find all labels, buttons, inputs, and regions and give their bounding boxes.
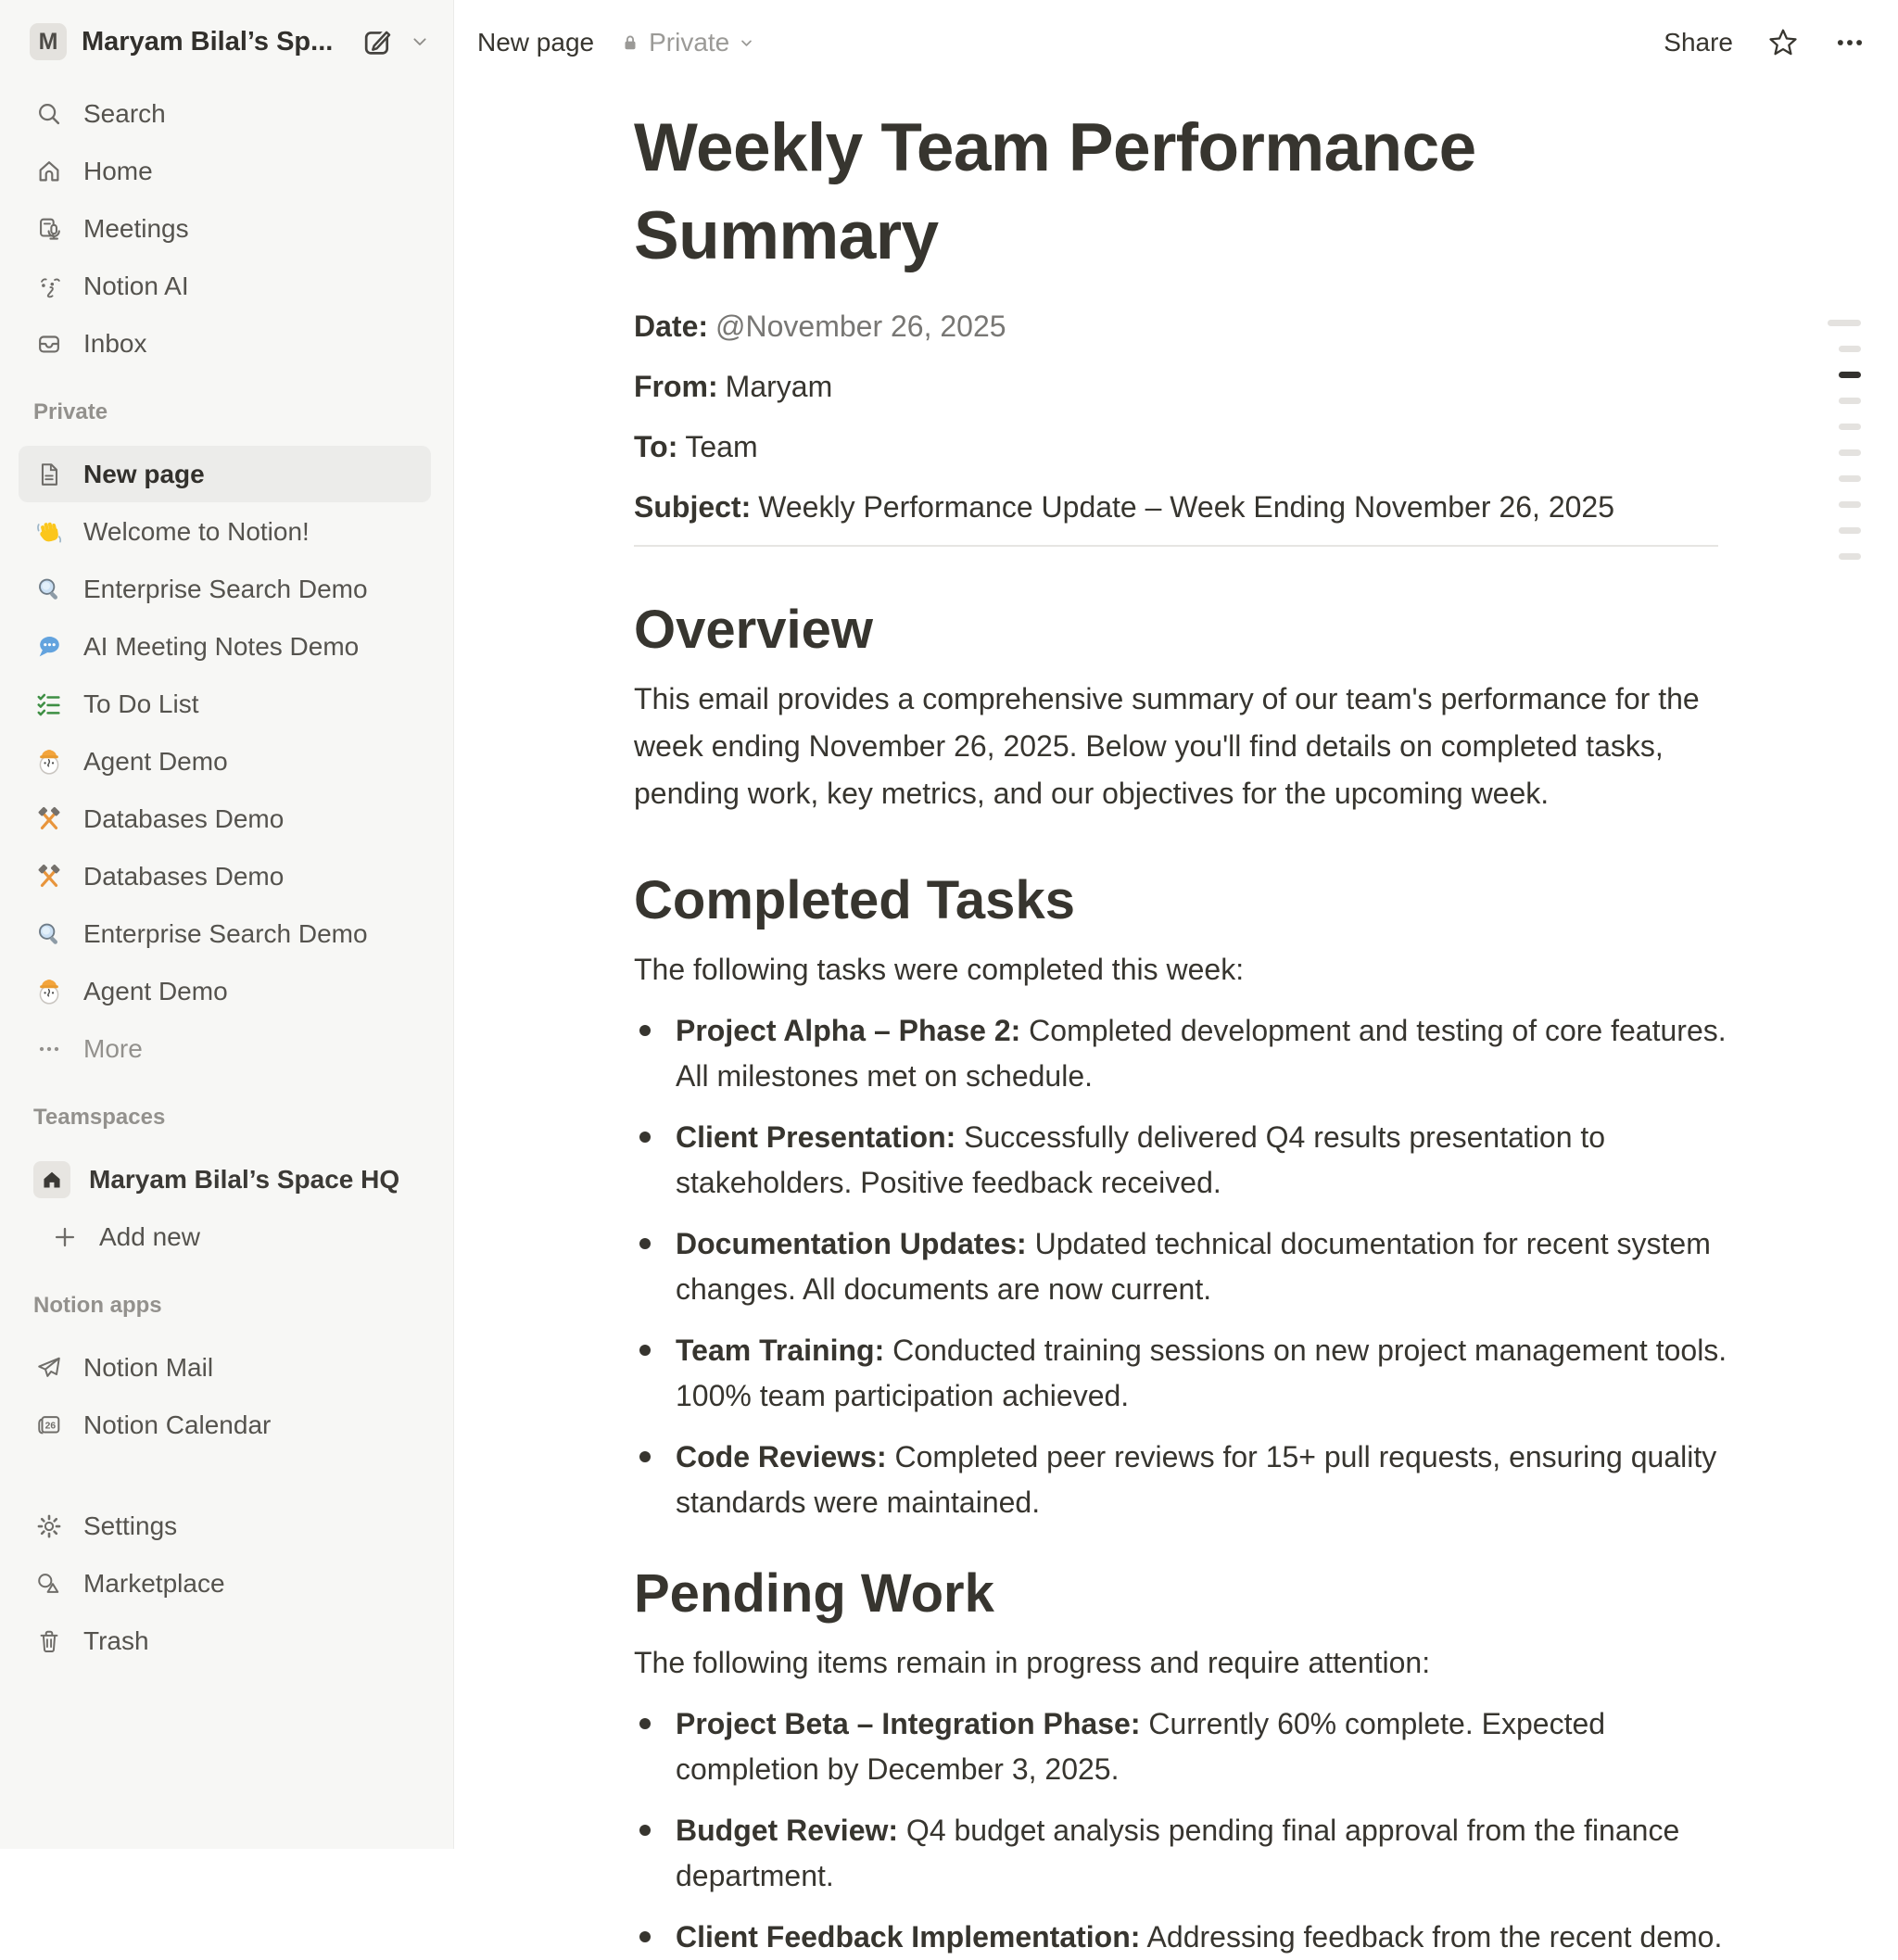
bullet-list [634, 1008, 1751, 1525]
meta-value: Team [685, 430, 758, 463]
meta-label: To: [634, 430, 678, 463]
document-outline [1828, 320, 1861, 579]
section-paragraph[interactable]: The following items remain in progress and require attention: [634, 1646, 1431, 1679]
sidebar-item-notion-ai[interactable]: Notion AI [19, 258, 431, 314]
outline-bar[interactable] [1839, 398, 1861, 404]
teamspaces-list [0, 1151, 453, 1208]
bullet-item[interactable] [634, 1435, 1751, 1525]
more-icon [33, 1033, 65, 1065]
meta-label: From: [634, 370, 718, 403]
sidebar-item-trash[interactable]: Trash [19, 1612, 431, 1669]
share-button[interactable]: Share [1664, 28, 1733, 57]
outline-bar[interactable] [1828, 320, 1861, 326]
document-section-completed-tasks [634, 866, 1751, 1525]
sidebar-footer [0, 1498, 453, 1669]
bullet-item[interactable] [634, 1008, 1751, 1099]
bullet-item[interactable] [634, 1115, 1751, 1206]
bullet-text: Addressing feedback from the recent demo. [1140, 1920, 1723, 1954]
sidebar-nav [0, 85, 453, 372]
page-title[interactable]: Weekly Team Performance Summary [634, 110, 1476, 273]
meta-label: Subject: [634, 490, 752, 524]
meta-value: Maryam [725, 370, 833, 403]
section-heading[interactable]: Pending Work [634, 1563, 994, 1624]
document-content [634, 104, 1751, 1960]
page-icon [33, 459, 65, 490]
sidebar-item-search[interactable]: Search [19, 85, 431, 142]
sidebar-item-enterprise-search-demo[interactable]: Enterprise Search Demo [19, 561, 431, 617]
home-solid-icon [33, 1161, 70, 1198]
sidebar-item-databases-demo[interactable]: Databases Demo [19, 848, 431, 904]
topbar [455, 0, 1898, 85]
section-heading[interactable]: Overview [634, 600, 873, 660]
bullet-bold-text: Documentation Updates: [676, 1227, 1027, 1260]
mail-icon [33, 1352, 65, 1384]
sidebar-item-more[interactable]: More [19, 1020, 431, 1077]
bullet-bold-text: Client Presentation: [676, 1120, 956, 1154]
bullet-bold-text: Client Feedback Implementation: [676, 1920, 1141, 1954]
outline-bar[interactable] [1839, 449, 1861, 456]
section-paragraph[interactable]: The following tasks were completed this week: [634, 953, 1245, 986]
sidebar-item-ai-meeting-notes-demo[interactable]: AI Meeting Notes Demo [19, 618, 431, 675]
sidebar-item-meetings[interactable]: Meetings [19, 200, 431, 257]
agent-icon [33, 746, 65, 778]
outline-bar[interactable] [1839, 372, 1861, 378]
private-pages [0, 446, 453, 1077]
chevron-down-icon [738, 34, 755, 52]
meta-line-to[interactable] [634, 424, 1751, 469]
search-icon [33, 98, 65, 130]
bullet-bold-text: Team Training: [676, 1334, 885, 1367]
sidebar-item-to-do-list[interactable]: To Do List [19, 676, 431, 732]
outline-bar[interactable] [1839, 424, 1861, 430]
bullet-bold-text: Code Reviews: [676, 1440, 887, 1473]
teamspaces-section-label: Teamspaces [33, 1105, 166, 1130]
divider [634, 545, 1718, 547]
private-section-label: Private [33, 399, 108, 424]
settings-icon [33, 1511, 65, 1542]
bullet-bold-text: Budget Review: [676, 1814, 899, 1847]
bullet-text: Successfully delivered Q4 results presentation to stakeholders. Positive feedback received. [676, 1120, 1606, 1199]
compose-icon[interactable] [361, 25, 394, 58]
bullet-text: Updated technical documentation for recent system changes. All documents are now current. [676, 1227, 1711, 1306]
document-section-overview [634, 595, 1751, 817]
meta-block [634, 304, 1751, 529]
meta-line-from[interactable] [634, 364, 1751, 409]
calendar-icon [33, 1410, 65, 1441]
bullet-text: Currently 60% complete. Expected completion by December 3, 2025. [676, 1707, 1606, 1786]
chevron-down-icon[interactable] [409, 31, 431, 53]
meta-value: Weekly Performance Update – Week Ending November 26, 2025 [758, 490, 1614, 524]
sidebar [0, 0, 454, 1849]
svg-text:26: 26 [44, 1420, 57, 1431]
notion-apps-list [0, 1339, 453, 1453]
outline-bar[interactable] [1839, 501, 1861, 508]
sidebar-item-notion-mail[interactable]: Notion Mail [19, 1339, 431, 1396]
main-area [455, 0, 1898, 1954]
notion-apps-section-label: Notion apps [33, 1293, 162, 1318]
visibility-label: Private [649, 28, 730, 57]
more-options-icon[interactable] [1833, 26, 1866, 59]
marketplace-icon [33, 1568, 65, 1600]
bullet-text: Conducted training sessions on new project management tools. 100% team participation achieved. [676, 1334, 1727, 1412]
outline-bar[interactable] [1839, 553, 1861, 560]
notion-ai-icon [33, 271, 65, 302]
lock-icon [620, 32, 640, 53]
sidebar-item-welcome-to-notion[interactable]: Welcome to Notion! [19, 503, 431, 560]
section-heading[interactable]: Completed Tasks [634, 870, 1075, 930]
sidebar-item-notion-calendar[interactable]: 26 Notion Calendar [19, 1397, 431, 1453]
bullet-text: Completed peer reviews for 15+ pull requests, ensuring quality standards were maintained. [676, 1440, 1717, 1519]
bullet-list [634, 1701, 1751, 1960]
agent-icon [33, 976, 65, 1007]
todo-icon [33, 689, 65, 720]
add-new-button[interactable]: Add new [19, 1208, 431, 1265]
outline-bar[interactable] [1839, 527, 1861, 534]
bullet-text: Q4 budget analysis pending final approval from the finance department. [676, 1814, 1680, 1892]
workspace-avatar: M [30, 23, 67, 60]
teamspace-item-maryam-bilal-s-space-hq[interactable]: Maryam Bilal’s Space HQ [19, 1151, 431, 1208]
sidebar-item-home[interactable]: Home [19, 143, 431, 199]
breadcrumb[interactable]: New page [477, 28, 595, 57]
hammers-icon [33, 861, 65, 892]
section-paragraph[interactable]: This email provides a comprehensive summary of our team's performance for the week ending November 26, 2025. Below you'll find details on completed tasks, pending work, key metrics, and our objectives for the upcoming week. [634, 682, 1700, 810]
meta-line-subject[interactable] [634, 485, 1751, 529]
meta-value: @November 26, 2025 [715, 310, 1006, 343]
outline-bar[interactable] [1839, 475, 1861, 482]
hammers-icon [33, 803, 65, 835]
sidebar-item-new-page[interactable]: New page [19, 446, 431, 502]
wave-icon [33, 516, 65, 548]
document-section-pending-work [634, 1559, 1751, 1960]
bullet-bold-text: Project Beta – Integration Phase: [676, 1707, 1141, 1740]
trash-icon [33, 1625, 65, 1657]
speech-bubble-icon [33, 631, 65, 663]
workspace-switcher[interactable] [0, 11, 453, 72]
bullet-item[interactable] [634, 1701, 1751, 1792]
bullet-text: Completed development and testing of core features. All milestones met on schedule. [676, 1014, 1727, 1093]
sidebar-item-agent-demo[interactable]: Agent Demo [19, 733, 431, 790]
bullet-item[interactable] [634, 1808, 1751, 1899]
favorite-star-icon[interactable] [1766, 26, 1800, 59]
sidebar-item-settings[interactable]: Settings [19, 1498, 431, 1554]
home-icon [33, 156, 65, 187]
visibility-dropdown[interactable] [620, 28, 755, 57]
meta-label: Date: [634, 310, 709, 343]
sidebar-item-enterprise-search-demo[interactable]: Enterprise Search Demo [19, 905, 431, 962]
sidebar-item-agent-demo[interactable]: Agent Demo [19, 963, 431, 1019]
plus-icon [49, 1221, 81, 1253]
meta-line-date[interactable] [634, 304, 1751, 348]
bullet-item[interactable] [634, 1915, 1751, 1960]
inbox-icon [33, 328, 65, 360]
search-emoji-icon [33, 574, 65, 605]
bullet-item[interactable] [634, 1328, 1751, 1419]
sidebar-item-inbox[interactable]: Inbox [19, 315, 431, 372]
meetings-icon [33, 213, 65, 245]
sidebar-item-databases-demo[interactable]: Databases Demo [19, 790, 431, 847]
bullet-item[interactable] [634, 1221, 1751, 1312]
sidebar-item-marketplace[interactable]: Marketplace [19, 1555, 431, 1612]
search-emoji-icon [33, 918, 65, 950]
workspace-name: Maryam Bilal’s Sp... [82, 26, 334, 57]
document-body [634, 595, 1751, 1960]
outline-bar[interactable] [1839, 346, 1861, 352]
bullet-bold-text: Project Alpha – Phase 2: [676, 1014, 1021, 1047]
